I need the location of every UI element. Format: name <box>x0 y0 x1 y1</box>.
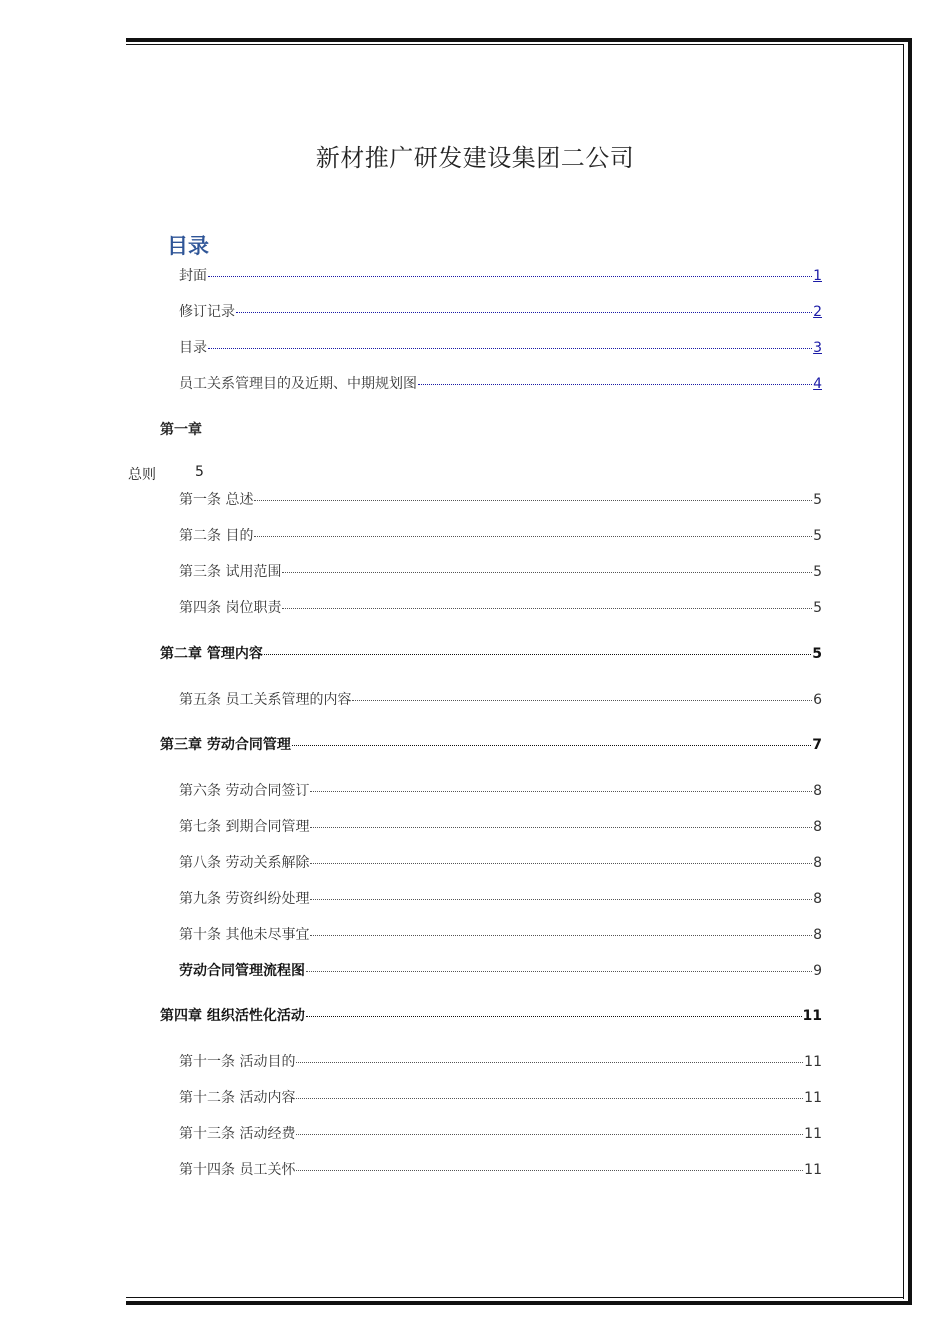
toc-leader <box>310 935 812 936</box>
border-top <box>126 38 912 42</box>
toc-leader <box>352 700 812 701</box>
toc-entry-label: 第五条 员工关系管理的内容 <box>179 692 352 708</box>
toc-page-number: 8 <box>813 855 822 871</box>
toc-page-number: 6 <box>813 692 822 708</box>
toc-page-number: 11 <box>802 1008 822 1024</box>
toc-leader <box>282 608 812 609</box>
toc-page-number: 8 <box>813 891 822 907</box>
toc-leader <box>282 572 812 573</box>
chapter-1-subtitle: 总则 <box>128 467 156 483</box>
toc-entry[interactable] <box>179 489 822 509</box>
toc-leader <box>296 1062 803 1063</box>
toc-entry-label: 第二条 目的 <box>179 528 254 544</box>
toc-entry-flowchart[interactable] <box>179 960 822 980</box>
toc-leader <box>306 971 812 972</box>
toc-page-number: 9 <box>813 963 822 979</box>
toc-entry[interactable] <box>179 816 822 836</box>
toc-link-revision[interactable] <box>179 301 822 321</box>
toc-leader <box>254 500 812 501</box>
toc-entry[interactable] <box>179 1123 822 1143</box>
toc-leader <box>292 745 811 746</box>
toc-page-number: 8 <box>813 819 822 835</box>
toc-entry-label: 第十二条 活动内容 <box>179 1090 296 1106</box>
border-bottom-inner <box>126 1297 904 1298</box>
toc-entry[interactable] <box>179 1159 822 1179</box>
toc-leader <box>236 312 812 313</box>
toc-leader <box>306 1016 802 1017</box>
toc-link-contents[interactable] <box>179 337 822 357</box>
toc-entry-label: 第四章 组织活性化活动 <box>160 1008 305 1024</box>
chapter-1-heading: 第一章 <box>160 422 202 438</box>
toc-leader <box>208 348 812 349</box>
toc-page-number: 8 <box>813 783 822 799</box>
toc-page-number: 11 <box>804 1054 822 1070</box>
toc-entry[interactable] <box>179 561 822 581</box>
toc-leader <box>254 536 812 537</box>
toc-leader <box>296 1134 803 1135</box>
toc-entry-label: 修订记录 <box>179 304 235 320</box>
toc-page-number: 2 <box>813 304 822 320</box>
toc-page-number: 1 <box>813 268 822 284</box>
toc-link-plan[interactable] <box>179 373 822 393</box>
toc-entry[interactable] <box>179 597 822 617</box>
border-right <box>908 38 912 1305</box>
toc-page-number: 11 <box>804 1090 822 1106</box>
toc-page-number: 5 <box>813 600 822 616</box>
toc-entry-label: 封面 <box>179 268 207 284</box>
toc-entry-label: 第十一条 活动目的 <box>179 1054 296 1070</box>
toc-entry[interactable] <box>179 689 822 709</box>
chapter-1-subtitle-page: 5 <box>195 464 204 480</box>
toc-page-number: 3 <box>813 340 822 356</box>
toc-page-number: 8 <box>813 927 822 943</box>
border-bottom <box>126 1301 912 1305</box>
border-right-inner <box>903 44 904 1299</box>
toc-entry[interactable] <box>179 888 822 908</box>
toc-entry[interactable] <box>179 1087 822 1107</box>
toc-entry-label: 第三条 试用范围 <box>179 564 282 580</box>
toc-leader <box>418 384 812 385</box>
toc-entry-label: 第十四条 员工关怀 <box>179 1162 296 1178</box>
toc-entry-label: 第十条 其他未尽事宜 <box>179 927 310 943</box>
toc-leader <box>310 791 812 792</box>
toc-page-number: 11 <box>804 1126 822 1142</box>
toc-entry-label: 第七条 到期合同管理 <box>179 819 310 835</box>
toc-entry-label: 第十三条 活动经费 <box>179 1126 296 1142</box>
toc-page-number: 4 <box>813 376 822 392</box>
toc-leader <box>310 863 812 864</box>
toc-entry-label: 第四条 岗位职责 <box>179 600 282 616</box>
toc-entry[interactable] <box>179 1051 822 1071</box>
toc-entry-label: 目录 <box>179 340 207 356</box>
toc-page-number: 5 <box>813 564 822 580</box>
toc-page-number: 11 <box>804 1162 822 1178</box>
toc-entry[interactable] <box>179 525 822 545</box>
toc-entry-label: 第三章 劳动合同管理 <box>160 737 291 753</box>
toc-entry[interactable] <box>179 852 822 872</box>
toc-entry-label: 第九条 劳资纠纷处理 <box>179 891 310 907</box>
toc-leader <box>208 276 812 277</box>
document-title: 新材推广研发建设集团二公司 <box>315 144 635 172</box>
toc-leader <box>310 827 812 828</box>
toc-entry-label: 第一条 总述 <box>179 492 254 508</box>
toc-entry-label: 劳动合同管理流程图 <box>179 963 305 979</box>
toc-entry[interactable] <box>179 924 822 944</box>
toc-page-number: 5 <box>813 492 822 508</box>
chapter-3-entry[interactable] <box>160 734 822 754</box>
toc-page-number: 7 <box>812 737 822 753</box>
chapter-2-entry[interactable] <box>160 643 822 663</box>
toc-leader <box>310 899 812 900</box>
toc-entry-label: 第六条 劳动合同签订 <box>179 783 310 799</box>
toc-entry-label: 第二章 管理内容 <box>160 646 263 662</box>
toc-leader <box>296 1098 803 1099</box>
toc-entry-label: 第八条 劳动关系解除 <box>179 855 310 871</box>
toc-page-number: 5 <box>813 528 822 544</box>
toc-heading: 目录 <box>167 234 209 258</box>
toc-leader <box>264 654 811 655</box>
page-border-frame <box>126 38 910 1304</box>
border-top-inner <box>126 44 904 45</box>
toc-page-number: 5 <box>812 646 822 662</box>
toc-entry-label: 员工关系管理目的及近期、中期规划图 <box>179 376 417 392</box>
toc-entry[interactable] <box>179 780 822 800</box>
toc-leader <box>296 1170 803 1171</box>
chapter-4-entry[interactable] <box>160 1005 822 1025</box>
toc-link-cover[interactable] <box>179 265 822 285</box>
